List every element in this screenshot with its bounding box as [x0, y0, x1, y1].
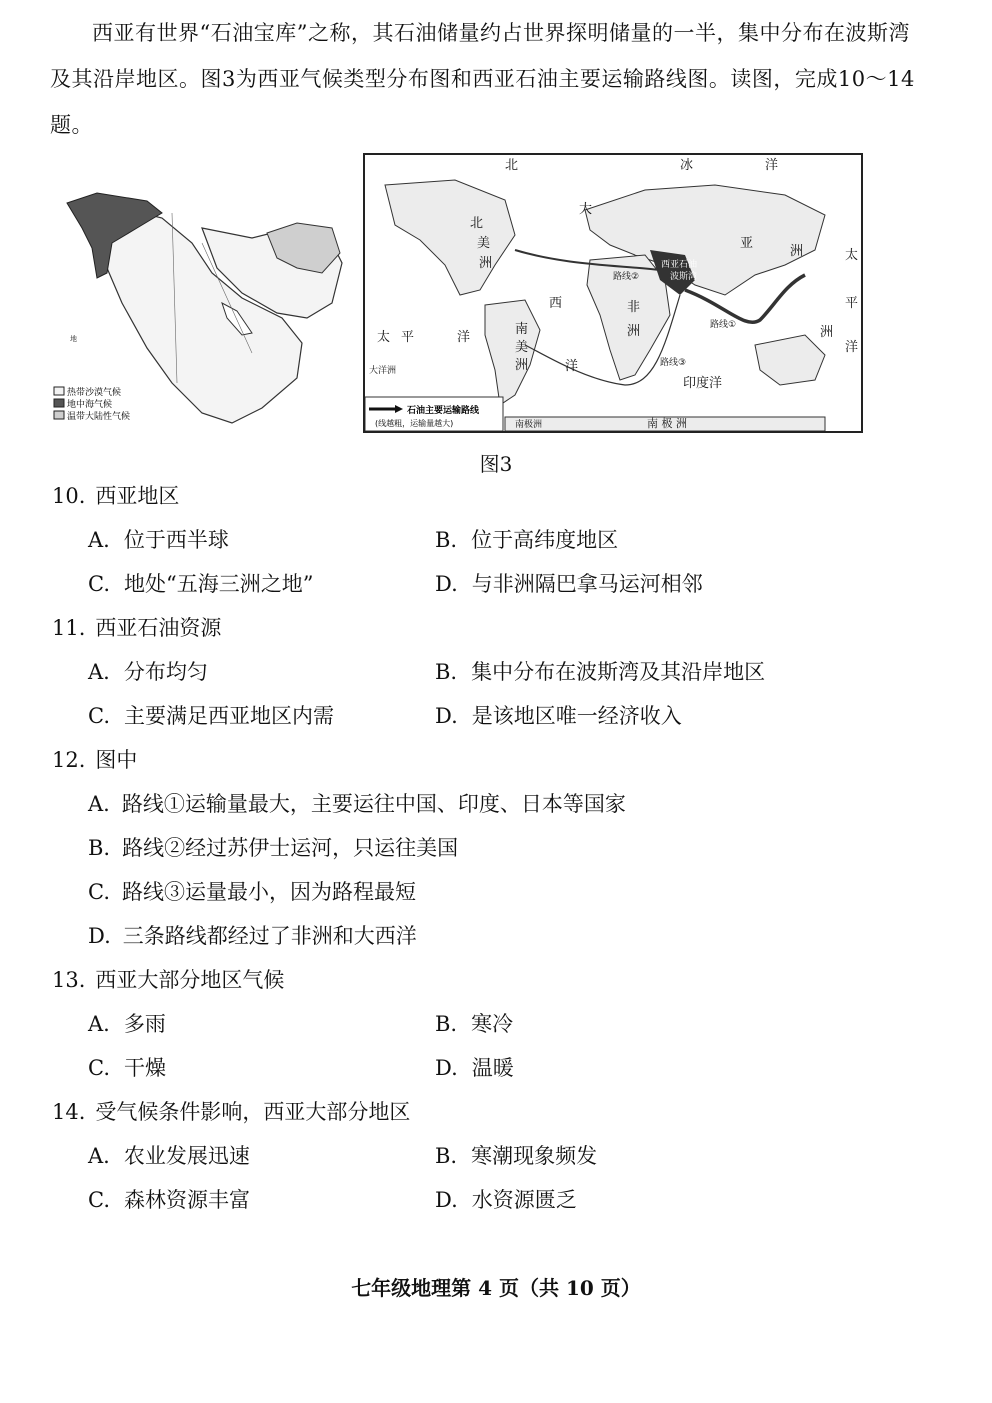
label-arctic-1: 北	[505, 158, 519, 173]
option-letter: D.	[435, 704, 458, 728]
label-route-3: 路线③	[660, 358, 687, 368]
option-text: 是该地区唯一经济收入	[471, 704, 682, 728]
label-pacific-e-2: 平	[845, 296, 859, 311]
option-letter: C.	[88, 880, 110, 904]
label-na-2: 美	[477, 236, 491, 251]
option-text: 分布均匀	[123, 660, 208, 684]
option-letter: C.	[88, 572, 110, 596]
question-number: 13.	[52, 968, 86, 992]
question-10-option-a	[88, 524, 229, 554]
label-route-2: 路线②	[613, 272, 640, 282]
legend-route-label: 石油主要运输路线	[407, 406, 480, 416]
question-text: 西亚地区	[95, 484, 180, 508]
question-11-option-b	[435, 656, 765, 686]
question-13-option-a	[88, 1008, 166, 1038]
question-11-option-c	[88, 700, 334, 730]
question-14-option-a	[88, 1140, 250, 1170]
question-11-stem	[52, 612, 221, 642]
option-letter: C.	[88, 1188, 110, 1212]
question-12-stem	[52, 744, 137, 774]
label-sa-2: 美	[515, 340, 529, 355]
option-letter: C.	[88, 704, 110, 728]
option-letter: B.	[435, 660, 458, 684]
option-text: 寒潮现象频发	[471, 1144, 598, 1168]
question-text: 西亚大部分地区气候	[95, 968, 285, 992]
question-13-option-b	[435, 1008, 513, 1038]
option-text: 路线③运量最小，因为路程最短	[122, 880, 416, 904]
question-14-option-d	[435, 1184, 577, 1214]
question-number: 10.	[52, 484, 86, 508]
label-atlantic-3: 洋	[565, 359, 579, 374]
option-letter: B.	[88, 836, 111, 860]
north-america-shape	[385, 180, 515, 295]
question-13-option-d	[435, 1052, 514, 1082]
question-13-option-c	[88, 1052, 166, 1082]
legend-continental-label: 温带大陆性气候	[67, 412, 131, 422]
label-na-3: 洲	[479, 256, 493, 271]
question-12-option-d	[88, 920, 417, 950]
option-letter: A.	[88, 1012, 110, 1036]
label-route-1: 路线①	[710, 320, 737, 330]
question-10-stem	[52, 480, 179, 510]
label-pacific-e-3: 洋	[845, 340, 859, 355]
page-footer: 七年级地理第 4 页（共 10 页）	[351, 1276, 641, 1300]
label-pacific-w-2: 平	[401, 330, 415, 345]
question-11-option-d	[435, 700, 682, 730]
west-asia-climate-map	[52, 183, 350, 433]
option-text: 温暖	[471, 1056, 514, 1080]
figure-caption: 图3	[479, 452, 513, 476]
option-letter: A.	[88, 660, 110, 684]
south-america-shape	[485, 300, 540, 405]
label-pacific-w-1: 太	[377, 330, 391, 345]
question-text: 受气候条件影响，西亚大部分地区	[95, 1100, 411, 1124]
question-12-option-b	[88, 832, 458, 862]
label-africa-1: 非	[627, 300, 641, 315]
route-legend	[365, 397, 503, 431]
option-text: 寒冷	[471, 1012, 514, 1036]
option-letter: D.	[435, 572, 458, 596]
option-text: 多雨	[123, 1012, 166, 1036]
label-africa-2: 洲	[627, 324, 641, 339]
question-12-option-c	[88, 876, 416, 906]
option-letter: D.	[435, 1188, 458, 1212]
svg-text:地: 地	[70, 335, 77, 343]
option-text: 三条路线都经过了非洲和大西洋	[122, 924, 417, 948]
label-pacific-w-3: 洋	[457, 330, 471, 345]
question-10-option-c	[88, 568, 313, 598]
question-text: 图中	[95, 748, 138, 772]
label-west-asia-oil: 西亚石油	[661, 260, 698, 270]
label-indian-ocean: 印度洋	[683, 376, 723, 391]
option-text: 地处“五海三洲之地”	[124, 572, 314, 596]
option-letter: B.	[435, 528, 458, 552]
label-na-1: 北	[470, 216, 484, 231]
australia-shape	[755, 335, 825, 385]
label-antarctica: 南 极 洲	[647, 417, 687, 430]
option-letter: D.	[88, 924, 111, 948]
option-letter: B.	[435, 1144, 458, 1168]
question-12-option-a	[88, 788, 626, 818]
option-text: 农业发展迅速	[123, 1144, 250, 1168]
option-text: 位于高纬度地区	[471, 528, 619, 552]
legend-route-note: (线越粗，运输量越大)	[375, 419, 454, 428]
option-text: 路线②经过苏伊士运河，只运往美国	[122, 836, 459, 860]
option-letter: A.	[88, 528, 110, 552]
option-text: 与非洲隔巴拿马运河相邻	[471, 572, 703, 596]
label-sa-3: 洲	[515, 358, 529, 373]
legend-mediterranean-label: 地中海气候	[67, 400, 113, 410]
option-text: 位于西半球	[123, 528, 229, 552]
question-number: 12.	[52, 748, 86, 772]
label-antarctica-left: 南极洲	[515, 420, 543, 430]
question-text: 西亚石油资源	[95, 616, 222, 640]
option-letter: C.	[88, 1056, 110, 1080]
label-asia-2: 洲	[790, 244, 804, 259]
label-atlantic-1: 大	[579, 202, 593, 217]
label-oceania-1: 洲	[820, 325, 834, 340]
label-asia-1: 亚	[740, 236, 754, 251]
question-number: 11.	[52, 616, 86, 640]
oil-route-map	[363, 153, 863, 433]
label-persian-gulf: 波斯湾	[670, 272, 698, 282]
question-14-option-b	[435, 1140, 597, 1170]
question-10-option-d	[435, 568, 703, 598]
option-text: 森林资源丰富	[124, 1188, 250, 1212]
option-letter: A.	[88, 1144, 110, 1168]
legend-desert-label: 热带沙漠气候	[67, 388, 122, 398]
option-text: 主要满足西亚地区内需	[124, 704, 334, 728]
label-atlantic-2: 西	[549, 296, 563, 311]
intro-paragraph: 西亚有世界“石油宝库”之称，其石油储量约占世界探明储量的一半，集中分布在波斯湾及其沿岸地区。图3为西亚气候类型分布图和西亚石油主要运输路线图。读图，完成10～14题。	[50, 21, 915, 137]
question-11-option-a	[88, 656, 208, 686]
climate-legend	[54, 386, 130, 422]
option-letter: B.	[435, 1012, 458, 1036]
option-text: 水资源匮乏	[471, 1188, 577, 1212]
option-text: 干燥	[124, 1056, 166, 1080]
question-10-option-b	[435, 524, 618, 554]
label-sa-1: 南	[515, 322, 529, 337]
label-arctic-2: 冰	[680, 158, 694, 173]
question-13-stem	[52, 964, 284, 994]
label-oceania-left: 大洋洲	[369, 366, 397, 376]
option-letter: D.	[435, 1056, 458, 1080]
label-arctic-3: 洋	[765, 158, 779, 173]
option-text: 路线①运输量最大，主要运往中国、印度、日本等国家	[121, 792, 626, 816]
option-text: 集中分布在波斯湾及其沿岸地区	[471, 660, 766, 684]
question-14-stem	[52, 1096, 410, 1126]
question-14-option-c	[88, 1184, 250, 1214]
option-letter: A.	[88, 792, 110, 816]
label-pacific-e-1: 太	[845, 248, 859, 263]
question-number: 14.	[52, 1100, 86, 1124]
